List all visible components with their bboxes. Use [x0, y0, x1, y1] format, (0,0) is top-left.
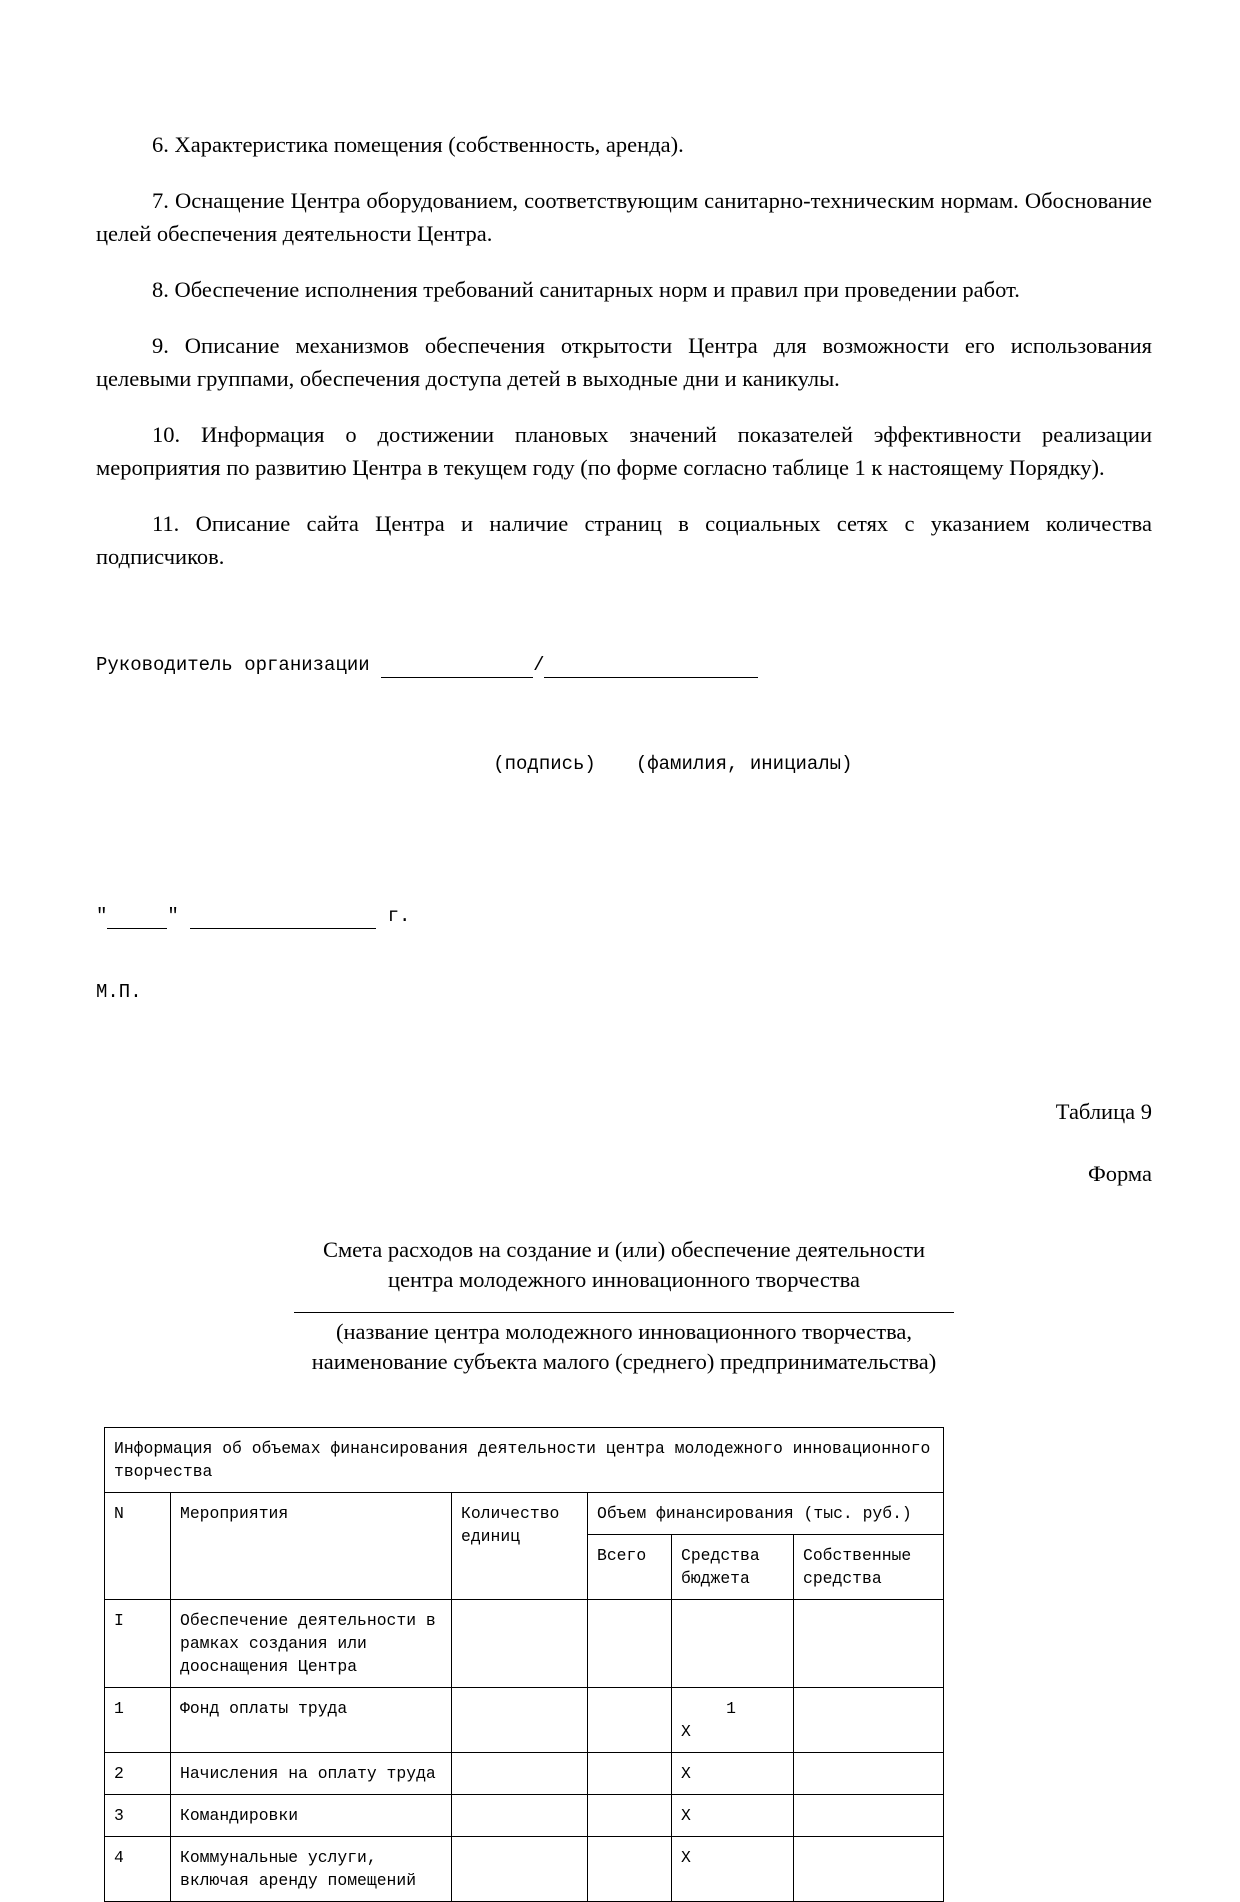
- row-budget[interactable]: [672, 1688, 794, 1753]
- table-banner-cell: Информация об объемах финансирования деятельности центра молодежного инновационного творчества: [105, 1428, 944, 1493]
- row-quantity[interactable]: [452, 1753, 588, 1795]
- row-number: 3: [105, 1795, 171, 1837]
- row-budget[interactable]: X: [672, 1837, 794, 1902]
- form-title-line-1: Смета расходов на создание и (или) обеспечение деятельности: [322, 1237, 926, 1262]
- row-budget[interactable]: X: [672, 1753, 794, 1795]
- signature-rule[interactable]: [381, 660, 533, 678]
- row-own[interactable]: [794, 1795, 944, 1837]
- signature-captions: [96, 730, 1152, 799]
- row-own[interactable]: [794, 1688, 944, 1753]
- form-subtitle-line-2: наименование субъекта малого (среднего) предпринимательства): [311, 1349, 937, 1374]
- header-funding: Объем финансирования (тыс. руб.): [588, 1493, 944, 1535]
- row-own[interactable]: [794, 1600, 944, 1688]
- form-subtitle-line-1: (название центра молодежного инновационного творчества,: [335, 1319, 913, 1344]
- row-own[interactable]: [794, 1837, 944, 1902]
- center-name-rule[interactable]: [294, 1311, 954, 1313]
- document-content: [96, 128, 1152, 1902]
- header-n: N: [105, 1493, 171, 1600]
- table-row: [105, 1795, 944, 1837]
- signature-slash: /: [533, 654, 545, 676]
- year-suffix: г.: [387, 905, 411, 927]
- row-number: 1: [105, 1688, 171, 1753]
- row-quantity[interactable]: [452, 1795, 588, 1837]
- day-rule[interactable]: [107, 911, 167, 929]
- row-budget[interactable]: [672, 1600, 794, 1688]
- table-number-caption: Таблица 9: [1055, 1099, 1152, 1124]
- paragraph-11: 11. Описание сайта Центра и наличие страниц в социальных сетях с указанием количества подписчиков.: [96, 511, 1152, 569]
- row-total[interactable]: [588, 1600, 672, 1688]
- table-row: [105, 1753, 944, 1795]
- row-name: Фонд оплаты труда: [171, 1688, 452, 1753]
- quote-open: ": [96, 905, 108, 927]
- name-rule[interactable]: [544, 660, 758, 678]
- signature-line: [96, 653, 1152, 678]
- paragraph-10: 10. Информация о достижении плановых значений показателей эффективности реализации мероприятия по развитию Центра в текущем году (по форме согласно таблице 1 к настоящему Порядку).: [96, 422, 1152, 480]
- row-name: Командировки: [171, 1795, 452, 1837]
- finance-table-wrapper: [96, 1427, 1152, 1902]
- form-title-block: [96, 1235, 1152, 1377]
- row-own[interactable]: [794, 1753, 944, 1795]
- paragraph-6: 6. Характеристика помещения (собственность, аренда).: [152, 132, 684, 157]
- row-budget[interactable]: X: [672, 1795, 794, 1837]
- header-total: Всего: [588, 1535, 672, 1600]
- row-quantity[interactable]: [452, 1688, 588, 1753]
- form-word-caption: Форма: [1087, 1161, 1152, 1186]
- row-total[interactable]: [588, 1795, 672, 1837]
- paragraph-9: 9. Описание механизмов обеспечения открытости Центра для возможности его использования целевыми группами, обеспечения доступа детей в выходные дни и каникулы.: [96, 333, 1152, 391]
- date-line: [96, 904, 1152, 929]
- row-quantity[interactable]: [452, 1600, 588, 1688]
- table-row: [105, 1837, 944, 1902]
- row-total[interactable]: [588, 1837, 672, 1902]
- signature-role-label: Руководитель организации: [96, 654, 370, 676]
- row-name: Начисления на оплату труда: [171, 1753, 452, 1795]
- month-year-rule[interactable]: [190, 911, 376, 929]
- footnote-marker: 1: [726, 1699, 736, 1718]
- table-banner-row: [105, 1428, 944, 1493]
- header-quantity: Количество единиц: [452, 1493, 588, 1600]
- table-row: [105, 1688, 944, 1753]
- stamp-label: М.П.: [96, 981, 142, 1003]
- table-row: [105, 1600, 944, 1688]
- row-name: Коммунальные услуги, включая аренду помещений: [171, 1837, 452, 1902]
- row-number: I: [105, 1600, 171, 1688]
- caption-signature: (подпись): [493, 753, 596, 775]
- row-quantity[interactable]: [452, 1837, 588, 1902]
- row-name: Обеспечение деятельности в рамках создания или дооснащения Центра: [171, 1600, 452, 1688]
- form-title-line-2: центра молодежного инновационного творчества: [387, 1267, 860, 1292]
- row-budget-mark: X: [681, 1722, 691, 1741]
- signature-block: [96, 603, 1152, 1055]
- row-total[interactable]: [588, 1753, 672, 1795]
- paragraph-7: 7. Оснащение Центра оборудованием, соответствующим санитарно-техническим нормам. Обоснование целей обеспечения деятельности Центра.: [96, 188, 1152, 246]
- quote-close: ": [167, 905, 179, 927]
- paragraph-8: 8. Обеспечение исполнения требований санитарных норм и правил при проведении работ.: [152, 277, 1020, 302]
- row-number: 4: [105, 1837, 171, 1902]
- table-header-row-1: [105, 1493, 944, 1535]
- caption-name: (фамилия, инициалы): [635, 753, 853, 775]
- header-own: Собственные средства: [794, 1535, 944, 1600]
- row-total[interactable]: [588, 1688, 672, 1753]
- row-number: 2: [105, 1753, 171, 1795]
- header-measures: Мероприятия: [171, 1493, 452, 1600]
- header-budget: Средства бюджета: [672, 1535, 794, 1600]
- finance-table: [104, 1427, 944, 1902]
